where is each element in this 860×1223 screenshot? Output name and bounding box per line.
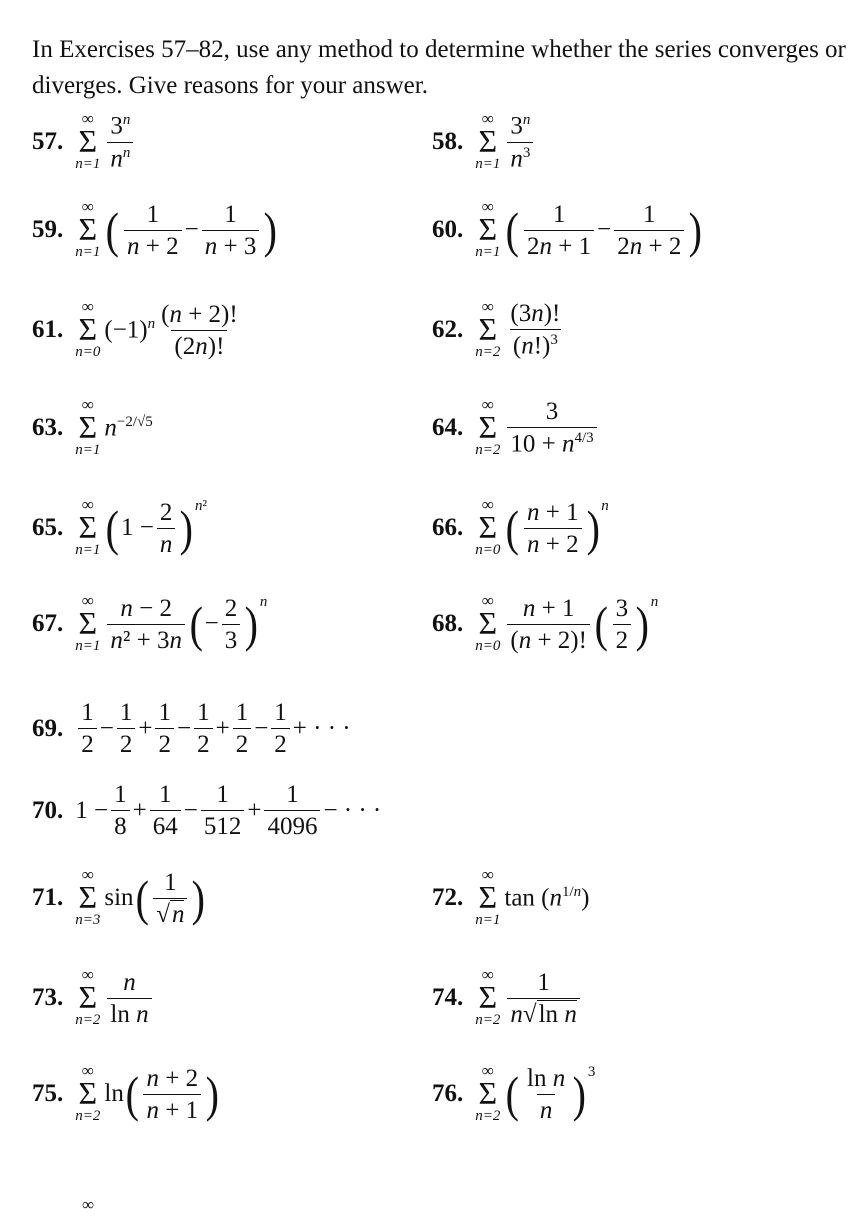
exercise-number: 66. <box>432 514 464 541</box>
exercise-65: 65. ∞ Σ n=1 ( 1 − $\frac{2}{n}$ ) $^{n ^2}$ <box>32 495 208 558</box>
exercise-64: 64. ∞ Σ n=2 $\frac{3}{10 + n^{4/3}}$ <box>432 398 600 458</box>
exercise-69: 69. $\frac{1}{2}$ − $\frac{1}{2}$ + $\frac{1}{2}$ − $\frac{1}{2}$ + $\frac{1}{2}$ − $\frac{1}{2}$ + · · · <box>32 699 351 758</box>
exercise-number: 68. <box>432 610 464 637</box>
exercise-number: 58. <box>432 128 464 155</box>
exercise-number: 62. <box>432 316 464 343</box>
exercise-63: 63. ∞ Σ n=1 $n^{-2/√5}$ <box>32 395 153 458</box>
summation: ∞ Σ n=2 <box>75 1061 101 1124</box>
instructions-paragraph: In Exercises 57–82, use any method to determine whether the series converges or diverges. Give reasons for your answer. <box>32 36 846 99</box>
summation: ∞ Σ n=1 <box>75 109 101 172</box>
exercise-73: 73. ∞ Σ n=2 $\frac{n}{\text{ln n}}$ <box>32 968 155 1028</box>
exercise-67: 67. ∞ Σ n=1 $\frac{n - 2}{\text{n² + 3n}}$ ( − $\frac{2}{3}$ ) $^n$ <box>32 591 268 654</box>
exercise-71: 71. ∞ Σ n=3 sin ( $\frac{1}{√n}$ ) <box>32 865 206 928</box>
exercise-number: 59. <box>32 216 64 243</box>
summation: ∞ Σ n=2 <box>475 297 501 360</box>
exercise-70: 70. 1 − $\frac{1}{8}$ + $\frac{1}{64}$ − $\frac{1}{512}$ + $\frac{1}{4096}$ − · · · <box>32 781 382 840</box>
exercise-number: 70. <box>32 796 64 824</box>
summation: ∞ Σ n=1 <box>75 395 101 458</box>
summation: ∞ Σ n=2 <box>475 395 501 458</box>
exercise-number: 60. <box>432 216 464 243</box>
exercise-number: 76. <box>432 1080 464 1107</box>
exercise-number: 61. <box>32 316 64 343</box>
exercise-76: 76. ∞ Σ n=2 ( $\frac{\text{ln n}}{n}$ ) $^3$ <box>432 1061 596 1124</box>
exercise-number: 57. <box>32 128 64 155</box>
exercise-75: 75. ∞ Σ n=2 ln ( $\frac{n + 2}{n + 1}$ ) <box>32 1061 220 1124</box>
summation: ∞ Σ n=1 <box>475 109 501 172</box>
exercise-72: 72. ∞ Σ n=1 $\tan (n^{1/n})$ <box>432 865 590 928</box>
summation: ∞ Σ n=1 <box>475 197 501 260</box>
summation: ∞ Σ n=2 <box>475 1061 501 1124</box>
exercise-58 <box>432 109 536 172</box>
exercise-number: 64. <box>432 414 464 441</box>
summation: ∞ Σ n=0 <box>475 495 501 558</box>
summation: ∞ Σ n=1 <box>475 865 501 928</box>
exercise-74: 74. ∞ Σ n=2 $\frac{1}{\text{n√ln n}}$ <box>432 968 583 1028</box>
exercise-77-cutoff: ∞ <box>82 1195 95 1214</box>
summation: ∞ Σ n=0 <box>75 297 101 360</box>
summation: ∞ Σ n=0 <box>475 591 501 654</box>
summation: ∞ Σ n=3 <box>75 865 101 928</box>
exercise-59: 59. ∞ Σ n=1 ( $\frac{1}{n + 2}$ − $\frac{1}{n + 3}$ ) <box>32 197 278 260</box>
fraction: $\frac{3^n}{n^3}$ <box>507 113 533 171</box>
exercise-number: 71. <box>32 884 64 911</box>
exercise-62: 62. ∞ Σ n=2 $\frac{(3n)!}{(n!)^3}$ <box>432 297 561 360</box>
exercise-60: 60. ∞ Σ n=1 ( $\frac{1}{2n + 1}$ − $\frac{1}{2n + 2}$ ) <box>432 197 703 260</box>
exercise-number: 67. <box>32 610 64 637</box>
exercise-66: 66. ∞ Σ n=0 ( $\frac{n + 1}{n + 2}$ ) $^n$ <box>432 495 609 558</box>
exercise-number: 75. <box>32 1080 64 1107</box>
exercise-68: 68. ∞ Σ n=0 $\frac{n + 1}{(n + 2)!}$ ( $\frac{3}{2}$ ) $^n$ <box>432 591 659 654</box>
summation: ∞ Σ n=2 <box>475 965 501 1028</box>
exercise-number: 73. <box>32 984 64 1011</box>
exercise-57 <box>32 109 136 172</box>
exercise-number: 65. <box>32 514 64 541</box>
summation: ∞ Σ n=2 <box>75 965 101 1028</box>
summation: ∞ Σ n=1 <box>75 591 101 654</box>
fraction: $\frac{3^n}{n^n}$ <box>107 113 133 171</box>
exercise-number: 72. <box>432 884 464 911</box>
exercise-number: 74. <box>432 984 464 1011</box>
summation: ∞ Σ n=1 <box>75 197 101 260</box>
exercise-61: 61. ∞ Σ n=0 $(-1)^n$ $\frac{(n + 2)!}{(2n)!}$ <box>32 297 238 360</box>
summation: ∞ Σ n=1 <box>75 495 101 558</box>
exercise-number: 63. <box>32 414 64 441</box>
exercise-number: 69. <box>32 714 64 742</box>
